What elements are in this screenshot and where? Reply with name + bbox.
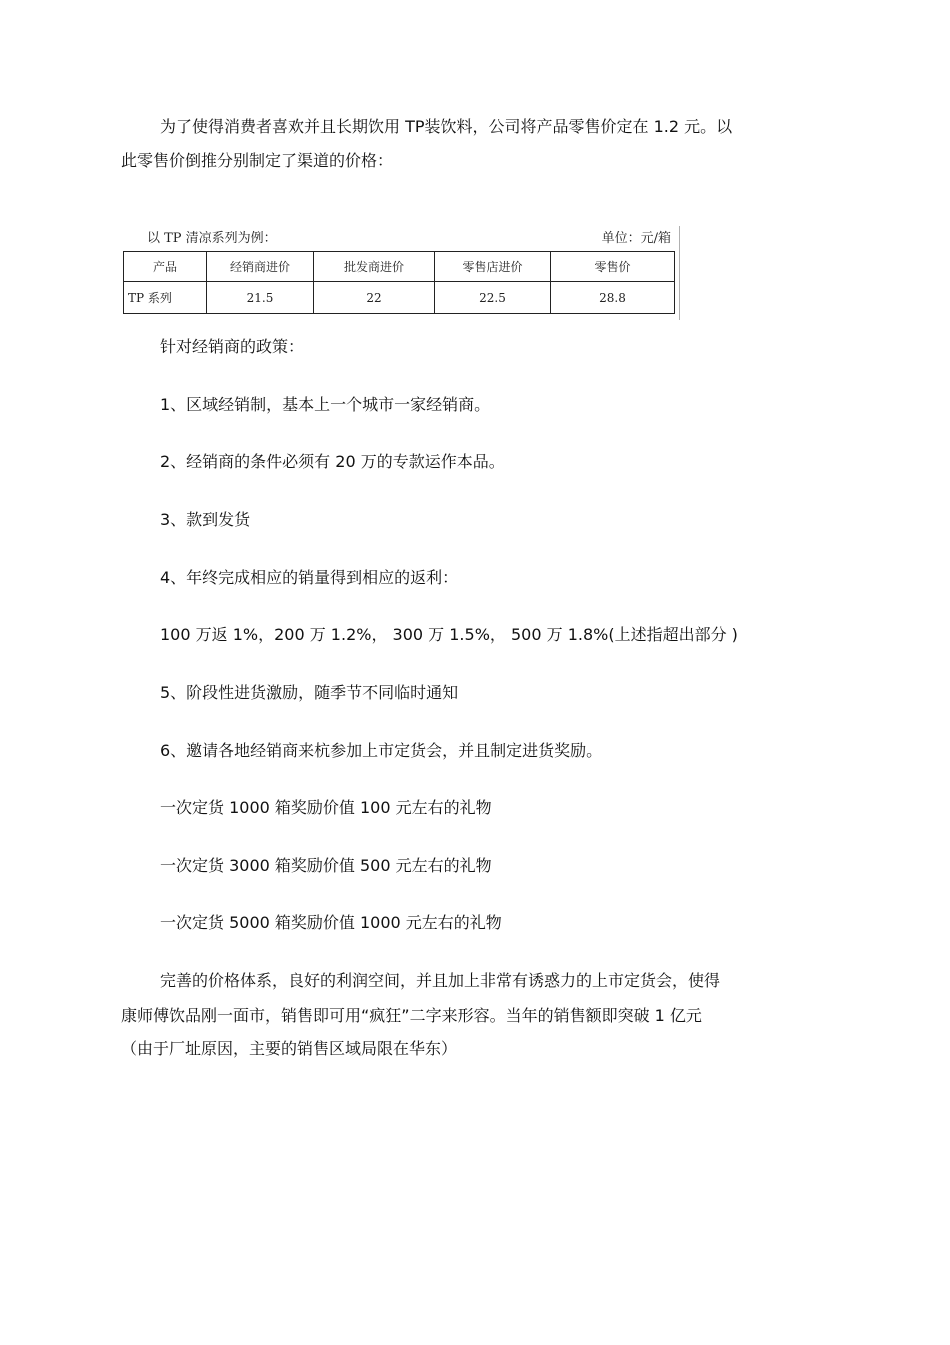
conclusion-line-1: 完善的价格体系，良好的利润空间，并且加上非常有诱惑力的上市定货会，使得 (160, 971, 721, 990)
table-unit: 单位：元/箱 (601, 231, 671, 246)
table-row (124, 282, 675, 314)
policy-item: 6、邀请各地经销商来杭参加上市定货会，并且制定进货奖励。 (160, 741, 603, 760)
cell-distributor-price: 21.5 (207, 282, 314, 314)
intro-line-1: 为了使得消费者喜欢并且长期饮用 TP装饮料，公司将产品零售价定在 1.2 元。以 (160, 117, 733, 136)
table-header-row (124, 252, 675, 282)
policy-item: 3、款到发货 (160, 510, 251, 529)
intro-line-2: 此零售价倒推分别制定了渠道的价格： (121, 151, 394, 170)
price-table (123, 251, 675, 314)
policy-item: 5、阶段性进货激励，随季节不同临时通知 (160, 683, 459, 702)
conclusion-line-2: 康师傅饮品刚一面市，销售即可用“疯狂”二字来形容。当年的销售额即突破 1 亿元 (121, 1006, 702, 1025)
policy-item: 2、经销商的条件必须有 20 万的专款运作本品。 (160, 452, 505, 471)
cell-wholesaler-price: 22 (314, 282, 435, 314)
order-reward: 一次定货 1000 箱奖励价值 100 元左右的礼物 (160, 798, 492, 817)
cell-retail-price: 28.8 (551, 282, 675, 314)
order-reward: 一次定货 3000 箱奖励价值 500 元左右的礼物 (160, 856, 492, 875)
conclusion-line-3: （由于厂址原因，主要的销售区域局限在华东） (121, 1039, 458, 1058)
policy-item: 1、区域经销制，基本上一个城市一家经销商。 (160, 395, 491, 414)
policy-heading: 针对经销商的政策： (160, 337, 305, 356)
order-reward: 一次定货 5000 箱奖励价值 1000 元左右的礼物 (160, 913, 502, 932)
header-retailer-price: 零售店进价 (435, 252, 551, 282)
table-caption: 以 TP 清凉系列为例： (147, 231, 277, 246)
header-distributor-price: 经销商进价 (207, 252, 314, 282)
cell-product: TP 系列 (124, 282, 207, 314)
header-wholesaler-price: 批发商进价 (314, 252, 435, 282)
rebate-tiers: 100 万返 1%，200 万 1.2%， 300 万 1.5%， 500 万 1.8%(上述指超出部分 ) (160, 625, 738, 644)
header-retail-price: 零售价 (551, 252, 675, 282)
policy-item: 4、年终完成相应的销量得到相应的返利： (160, 568, 459, 587)
price-table-figure (121, 226, 680, 320)
cell-retailer-price: 22.5 (435, 282, 551, 314)
header-product: 产品 (124, 252, 207, 282)
